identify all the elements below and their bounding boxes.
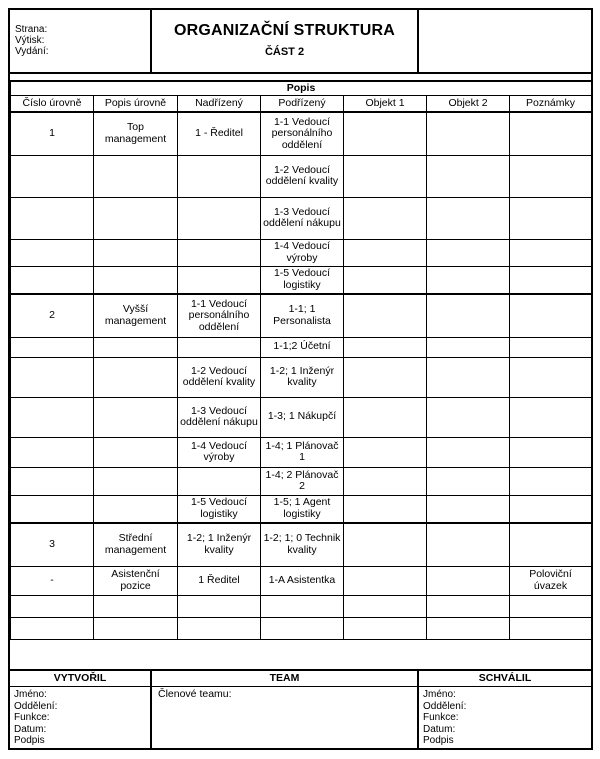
header-meta	[10, 10, 152, 72]
approved-signature-field: Podpis	[423, 735, 454, 746]
object-2-cell	[427, 197, 510, 239]
object-1-cell	[344, 294, 427, 337]
notes-cell	[510, 467, 592, 495]
table-row	[11, 437, 592, 467]
created-function-field: Funkce:	[14, 712, 50, 723]
notes-cell	[510, 266, 592, 294]
object-2-cell	[427, 239, 510, 266]
superior-cell	[178, 617, 261, 639]
object-2-cell	[427, 112, 510, 155]
superior-cell	[178, 239, 261, 266]
level-number-cell	[11, 357, 94, 397]
level-number-cell: 2	[11, 294, 94, 337]
object-2-cell	[427, 566, 510, 595]
subordinate-cell: 1-2; 1 Inženýr kvality	[261, 357, 344, 397]
superior-cell	[178, 197, 261, 239]
level-description-cell	[94, 437, 178, 467]
superior-cell	[178, 467, 261, 495]
table-row	[11, 617, 592, 639]
level-description-cell: Asistenční pozice	[94, 566, 178, 595]
level-number-cell	[11, 197, 94, 239]
level-description-cell	[94, 357, 178, 397]
subordinate-cell: 1-4; 1 Plánovač 1	[261, 437, 344, 467]
column-header-row	[11, 96, 592, 113]
level-description-cell: Vyšší management	[94, 294, 178, 337]
approved-date-field: Datum:	[423, 723, 456, 735]
table-row	[11, 467, 592, 495]
level-number-cell	[11, 155, 94, 197]
object-2-cell	[427, 337, 510, 357]
col-object-2-header: Objekt 2	[427, 96, 510, 113]
subordinate-cell: 1-4 Vedoucí výroby	[261, 239, 344, 266]
table-row	[11, 337, 592, 357]
created-signature-field: Podpis	[14, 735, 45, 746]
subordinate-cell: 1-1 Vedoucí personálního oddělení	[261, 112, 344, 155]
level-description-cell	[94, 397, 178, 437]
notes-cell	[510, 337, 592, 357]
object-1-cell	[344, 357, 427, 397]
superior-cell: 1-2; 1 Inženýr kvality	[178, 523, 261, 566]
level-number-cell	[11, 239, 94, 266]
subordinate-cell: 1-2 Vedoucí oddělení kvality	[261, 155, 344, 197]
meta-page-label: Strana:	[15, 24, 48, 35]
approved-by-section	[419, 671, 591, 750]
notes-cell	[510, 155, 592, 197]
object-1-cell	[344, 595, 427, 617]
team-section	[152, 671, 419, 750]
object-2-cell	[427, 595, 510, 617]
superior-cell: 1-5 Vedoucí logistiky	[178, 495, 261, 523]
level-description-cell	[94, 595, 178, 617]
notes-cell	[510, 523, 592, 566]
level-description-cell	[94, 617, 178, 639]
object-2-cell	[427, 155, 510, 197]
table-row	[11, 357, 592, 397]
level-description-cell	[94, 467, 178, 495]
table-row	[11, 294, 592, 337]
notes-cell	[510, 495, 592, 523]
level-number-cell	[11, 337, 94, 357]
level-description-cell	[94, 337, 178, 357]
document-title: ORGANIZAČNÍ STRUKTURA	[173, 22, 396, 39]
table-row	[11, 495, 592, 523]
notes-cell	[510, 397, 592, 437]
table-row	[11, 239, 592, 266]
level-description-cell	[94, 266, 178, 294]
table-row	[11, 197, 592, 239]
org-structure-table	[10, 82, 592, 640]
created-department-field: Oddělení:	[14, 700, 58, 712]
form-header	[10, 10, 591, 72]
notes-cell	[510, 595, 592, 617]
meta-copy-label: Výtisk:	[15, 35, 45, 46]
table-body	[11, 112, 592, 639]
col-level-description-header: Popis úrovně	[94, 96, 178, 113]
level-description-cell	[94, 155, 178, 197]
col-superior-header: Nadřízený	[178, 96, 261, 113]
level-description-cell	[94, 197, 178, 239]
team-members-field: Členové teamu:	[158, 688, 232, 700]
subordinate-cell: 1-2; 1; 0 Technik kvality	[261, 523, 344, 566]
created-name-field: Jméno:	[14, 689, 47, 700]
object-1-cell	[344, 239, 427, 266]
approved-by-title: SCHVÁLIL	[419, 671, 591, 687]
object-1-cell	[344, 495, 427, 523]
created-date-field: Datum:	[14, 723, 47, 735]
level-number-cell	[11, 467, 94, 495]
table-row	[11, 155, 592, 197]
level-number-cell: 1	[11, 112, 94, 155]
notes-cell	[510, 294, 592, 337]
table-row	[11, 595, 592, 617]
level-number-cell	[11, 437, 94, 467]
object-1-cell	[344, 523, 427, 566]
object-1-cell	[344, 566, 427, 595]
meta-issue-label: Vydání:	[15, 46, 49, 57]
object-1-cell	[344, 617, 427, 639]
subordinate-cell: 1-5 Vedoucí logistiky	[261, 266, 344, 294]
table-row	[11, 566, 592, 595]
notes-cell	[510, 617, 592, 639]
document-part: ČÁST 2	[264, 46, 305, 58]
section-title: Popis	[11, 82, 592, 96]
form-footer	[10, 669, 591, 748]
created-by-section	[10, 671, 152, 750]
approved-function-field: Funkce:	[423, 712, 459, 723]
superior-cell	[178, 337, 261, 357]
object-2-cell	[427, 467, 510, 495]
object-2-cell	[427, 523, 510, 566]
superior-cell: 1-2 Vedoucí oddělení kvality	[178, 357, 261, 397]
subordinate-cell: 1-1; 1 Personalista	[261, 294, 344, 337]
object-2-cell	[427, 495, 510, 523]
notes-cell	[510, 197, 592, 239]
approved-department-field: Oddělení:	[423, 700, 467, 712]
level-description-cell	[94, 495, 178, 523]
table-row	[11, 266, 592, 294]
level-number-cell	[11, 397, 94, 437]
object-2-cell	[427, 266, 510, 294]
object-1-cell	[344, 155, 427, 197]
created-by-title: VYTVOŘIL	[10, 671, 150, 687]
header-title-block	[152, 10, 419, 72]
object-1-cell	[344, 112, 427, 155]
superior-cell	[178, 155, 261, 197]
col-object-1-header: Objekt 1	[344, 96, 427, 113]
col-subordinate-header: Podřízený	[261, 96, 344, 113]
level-number-cell	[11, 595, 94, 617]
object-2-cell	[427, 397, 510, 437]
notes-cell	[510, 357, 592, 397]
notes-cell	[510, 112, 592, 155]
subordinate-cell: 1-5; 1 Agent logistiky	[261, 495, 344, 523]
header-divider	[10, 72, 591, 74]
object-2-cell	[427, 617, 510, 639]
table-row	[11, 397, 592, 437]
level-number-cell	[11, 495, 94, 523]
object-2-cell	[427, 437, 510, 467]
superior-cell: 1-3 Vedoucí oddělení nákupu	[178, 397, 261, 437]
object-2-cell	[427, 357, 510, 397]
superior-cell: 1 Ředitel	[178, 566, 261, 595]
form-frame	[8, 8, 593, 750]
subordinate-cell: 1-A Asistentka	[261, 566, 344, 595]
object-1-cell	[344, 197, 427, 239]
object-1-cell	[344, 437, 427, 467]
col-notes-header: Poznámky	[510, 96, 592, 113]
level-description-cell: Střední management	[94, 523, 178, 566]
object-1-cell	[344, 337, 427, 357]
table-row	[11, 523, 592, 566]
subordinate-cell	[261, 617, 344, 639]
superior-cell: 1 - Ředitel	[178, 112, 261, 155]
table-row	[11, 112, 592, 155]
team-title: TEAM	[152, 671, 417, 687]
level-description-cell: Top management	[94, 112, 178, 155]
level-number-cell	[11, 266, 94, 294]
superior-cell: 1-4 Vedoucí výroby	[178, 437, 261, 467]
level-number-cell	[11, 617, 94, 639]
subordinate-cell: 1-3 Vedoucí oddělení nákupu	[261, 197, 344, 239]
col-level-number-header: Číslo úrovně	[11, 96, 94, 113]
level-description-cell	[94, 239, 178, 266]
notes-cell	[510, 437, 592, 467]
approved-name-field: Jméno:	[423, 689, 456, 700]
object-2-cell	[427, 294, 510, 337]
subordinate-cell	[261, 595, 344, 617]
subordinate-cell: 1-4; 2 Plánovač 2	[261, 467, 344, 495]
level-number-cell: -	[11, 566, 94, 595]
object-1-cell	[344, 397, 427, 437]
object-1-cell	[344, 467, 427, 495]
notes-cell	[510, 239, 592, 266]
object-1-cell	[344, 266, 427, 294]
notes-cell: Poloviční úvazek	[510, 566, 592, 595]
subordinate-cell: 1-1;2 Účetní	[261, 337, 344, 357]
level-number-cell: 3	[11, 523, 94, 566]
superior-cell	[178, 266, 261, 294]
superior-cell: 1-1 Vedoucí personálního oddělení	[178, 294, 261, 337]
superior-cell	[178, 595, 261, 617]
subordinate-cell: 1-3; 1 Nákupčí	[261, 397, 344, 437]
